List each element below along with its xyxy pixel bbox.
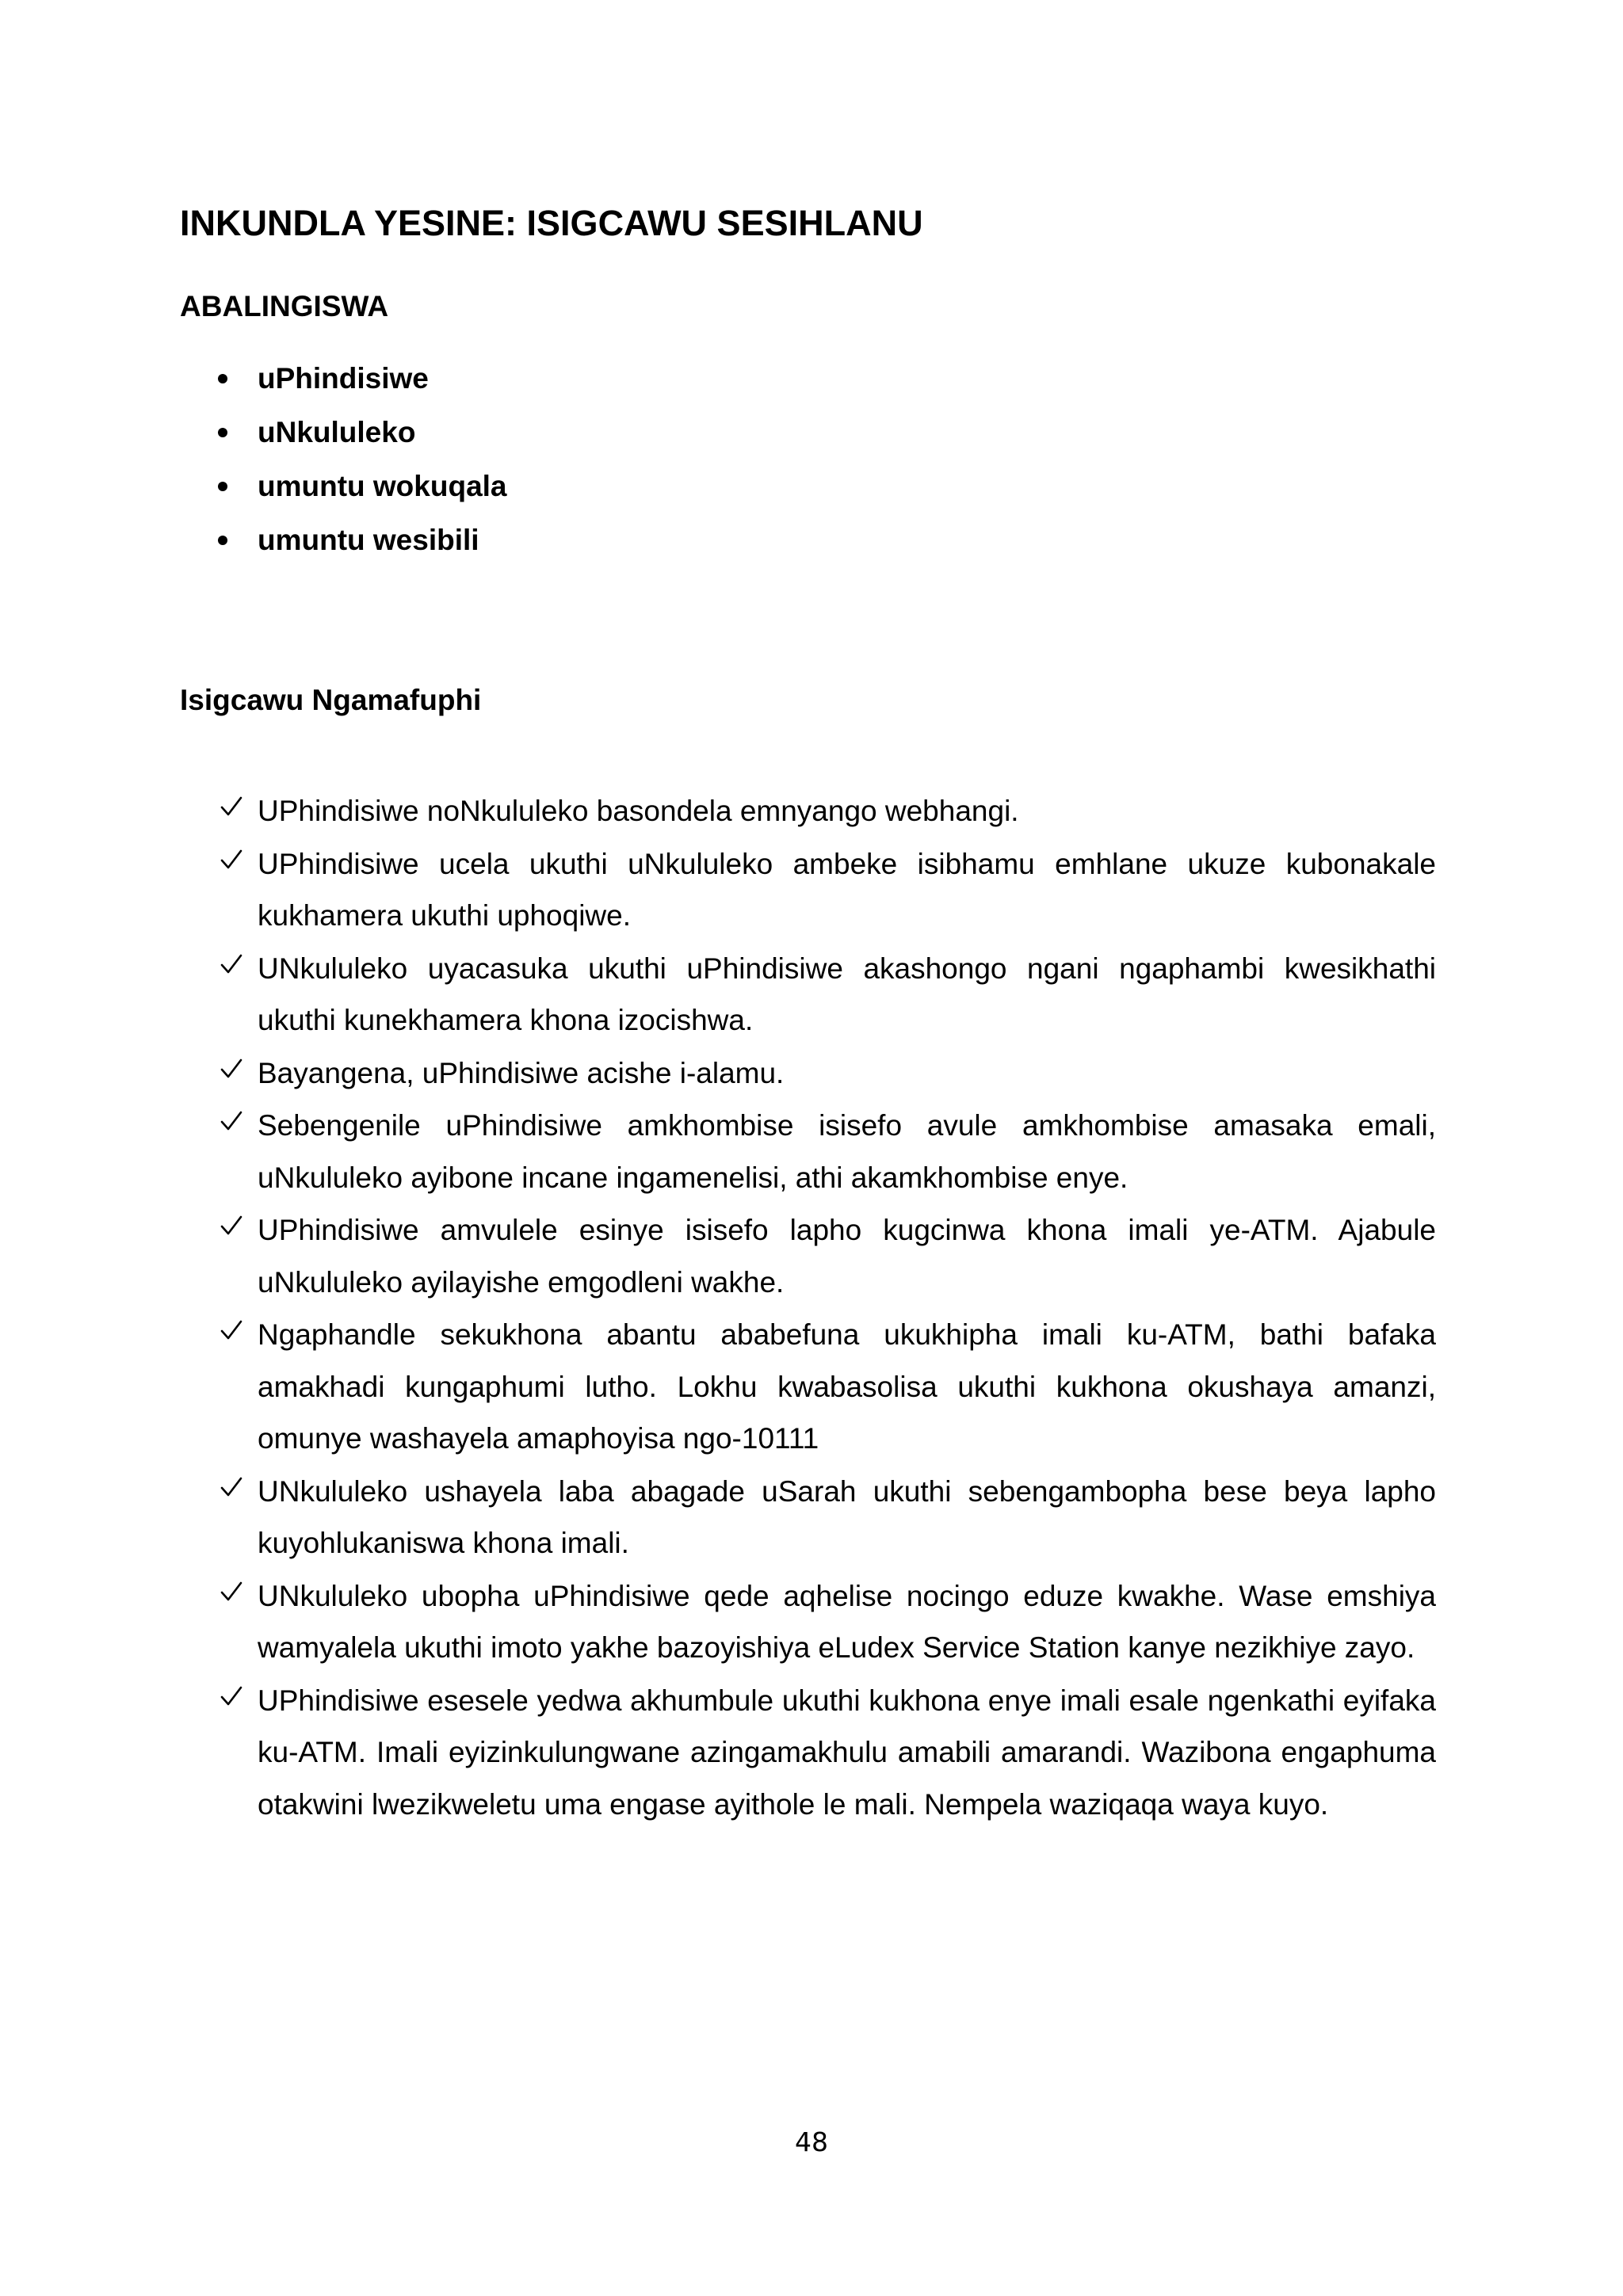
summary-text: Ngaphandle sekukhona abantu ababefuna ukukhipha imali ku-ATM, bathi bafaka amakhadi kungaphumi lutho. Lokhu kwabasolisa ukuthi kukhona okushaya amanzi, omunye washayela amaphoyisa ngo-10111: [258, 1318, 1436, 1455]
checkmark-icon: [220, 952, 243, 976]
bullet-icon: [218, 374, 227, 383]
cast-heading: ABALINGISWA: [180, 290, 389, 322]
page-title: INKUNDLA YESINE: ISIGCAWU SESIHLANU: [180, 203, 923, 243]
checkmark-icon: [220, 1109, 243, 1133]
bullet-icon: [218, 428, 227, 437]
checkmark-icon: [220, 1214, 243, 1238]
summary-text: UPhindisiwe amvulele esinye isisefo lapho kugcinwa khona imali ye-ATM. Ajabule uNkululeko ayilayishe emgodleni wakhe.: [258, 1214, 1436, 1299]
summary-list-item: [180, 1309, 1436, 1465]
summary-list-item: [180, 1466, 1436, 1569]
cast-member-name: umuntu wesibili: [258, 524, 479, 556]
bullet-icon: [218, 482, 227, 491]
summary-list-item: [180, 1675, 1436, 1831]
cast-member-name: umuntu wokuqala: [258, 470, 507, 502]
checkmark-icon: [220, 1318, 243, 1342]
cast-list-item: [180, 521, 507, 575]
summary-list: [180, 785, 1436, 1831]
summary-list-item: [180, 785, 1436, 837]
cast-list-item: [180, 414, 507, 467]
cast-list-item: [180, 360, 507, 414]
summary-list-item: [180, 1100, 1436, 1203]
summary-list-item: [180, 1047, 1436, 1100]
summary-list-item: [180, 838, 1436, 942]
summary-text: UPhindisiwe ucela ukuthi uNkululeko ambeke isibhamu emhlane ukuze kubonakale kukhamera ukuthi uphoqiwe.: [258, 847, 1436, 932]
summary-text: UNkululeko ubopha uPhindisiwe qede aqhelise nocingo eduze kwakhe. Wase emshiya wamyalela ukuthi imoto yakhe bazoyishiya eLudex Service Station kanye nezikhiye zayo.: [258, 1579, 1436, 1664]
summary-list-item: [180, 1204, 1436, 1308]
summary-text: Sebengenile uPhindisiwe amkhombise isisefo avule amkhombise amasaka emali, uNkululeko ayibone incane ingamenelisi, athi akamkhombise enye.: [258, 1109, 1436, 1194]
checkmark-icon: [220, 848, 243, 871]
summary-text: UNkululeko uyacasuka ukuthi uPhindisiwe akashongo ngani ngaphambi kwesikhathi ukuthi kunekhamera khona izocishwa.: [258, 952, 1436, 1036]
checkmark-icon: [220, 1057, 243, 1081]
cast-list-item: [180, 467, 507, 521]
summary-list-item: [180, 943, 1436, 1047]
checkmark-icon: [220, 1684, 243, 1708]
summary-text: Bayangena, uPhindisiwe acishe i-alamu.: [258, 1056, 785, 1089]
checkmark-icon: [220, 1475, 243, 1499]
summary-text: UPhindisiwe esesele yedwa akhumbule ukuthi kukhona enye imali esale ngenkathi eyifaka ku-ATM. Imali eyizinkulungwane azingamakhulu amabili amarandi. Wazibona engaphuma otakwini lwezikweletu uma engase ayithole le mali. Nempela waziqaqa waya kuyo.: [258, 1684, 1436, 1821]
page-number: 48: [795, 2126, 828, 2157]
checkmark-icon: [220, 1580, 243, 1604]
cast-member-name: uNkululeko: [258, 416, 416, 448]
summary-heading: Isigcawu Ngamafuphi: [180, 684, 482, 716]
cast-member-name: uPhindisiwe: [258, 362, 429, 395]
summary-text: UNkululeko ushayela laba abagade uSarah ukuthi sebengambopha bese beya lapho kuyohlukaniswa khona imali.: [258, 1474, 1436, 1559]
summary-list-item: [180, 1570, 1436, 1674]
checkmark-icon: [220, 795, 243, 818]
summary-text: UPhindisiwe noNkululeko basondela emnyango webhangi.: [258, 795, 1019, 827]
bullet-icon: [218, 536, 227, 545]
cast-list: [180, 360, 507, 575]
